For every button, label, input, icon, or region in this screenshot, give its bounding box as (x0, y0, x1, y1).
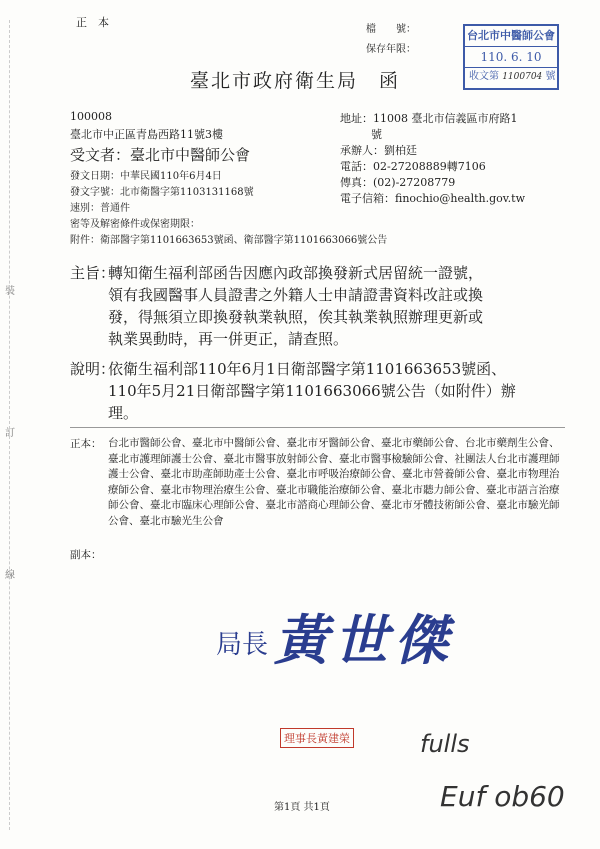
subject-label: 主旨： (70, 264, 116, 282)
doc-number-value: 北市衛醫字第1103131168號 (120, 187, 254, 198)
binding-mark: 線 (5, 570, 15, 581)
sender-phone (340, 158, 486, 174)
recipient-address: 臺北市中正區青島西路11號3樓 (70, 128, 223, 141)
sender-fax-label: 傳真： (340, 176, 373, 189)
subject-line: 領有我國醫事人員證書之外籍人士申請證書資料改註或換 (108, 286, 484, 304)
sender-email (340, 190, 525, 206)
doc-number-label: 發文字號： (70, 187, 120, 198)
issue-date-label: 發文日期： (70, 171, 120, 182)
document-title: 臺北市政府衛生局 函 (190, 70, 401, 92)
recipient-label: 受文者： (70, 146, 131, 164)
receipt-stamp-no-suffix: 號 (545, 71, 556, 82)
explanation-line: 110年5月21日衛部醫字第1101663066號公告（如附件）辦 (108, 382, 516, 400)
recipient (70, 144, 250, 165)
explanation-line: 理。 (108, 404, 139, 422)
sender-fax (340, 174, 455, 190)
sender-contact (340, 142, 417, 158)
receipt-stamp-handwritten-no: 1100704 (502, 72, 543, 82)
subject-line: 執業異動時，再一併更正，請查照。 (108, 330, 349, 348)
sender-phone-value: 02-27208889轉7106 (373, 160, 486, 173)
recipient-postcode: 100008 (70, 110, 112, 123)
divider (70, 427, 565, 428)
binding-line (9, 20, 10, 830)
sender-contact-name: 劉柏廷 (384, 144, 417, 157)
secret-label: 密等及解密條件或保密期限： (70, 219, 200, 230)
sender-address-line1: 11008 臺北市信義區市府路1 (373, 112, 518, 125)
receipt-stamp-date: 110. 6. 10 (465, 47, 557, 68)
sender-address (340, 110, 518, 126)
retention-label: 保存年限： (366, 44, 416, 55)
sender-contact-label: 承辦人： (340, 144, 384, 157)
attachments-label: 附件： (70, 235, 100, 246)
distribution-main-list: 台北市醫師公會、臺北市中醫師公會、臺北市牙醫師公會、臺北市藥師公會、台北市藥劑生公會、臺北市護理師護士公會、臺北市醫事放射師公會、臺北市醫事檢驗師公會、社團法人台北市護理師護士公會、臺北市助產師助產士公會、臺北市呼吸治療師公會、臺北市營養師公會、臺北市物理治療師公會、臺北市物理治療生公會、臺北市職能治療師公會、臺北市聽力師公會、臺北市語言治療師公會、臺北市臨床心理師公會、臺北市諮商心理師公會、臺北市牙體技術師公會、臺北市驗光師公會、臺北市驗光生公會 (108, 437, 560, 527)
handwritten-initials: fulls (420, 730, 470, 758)
attachments-value: 衛部醫字第1101663653號函、衛部醫字第1101663066號公告 (100, 235, 388, 246)
explanation-body (108, 358, 516, 424)
speed (70, 199, 130, 214)
explanation-label: 說明： (70, 360, 116, 378)
sender-address-line2: 號 (371, 128, 382, 141)
speed-value: 普通件 (100, 203, 130, 214)
file-no-label: 檔 號： (366, 24, 416, 35)
copy-type: 正 本 (76, 16, 109, 29)
chairman-seal: 理事長黃建榮 (280, 728, 354, 748)
distribution-cc-label: 副本： (70, 549, 102, 561)
attachments (70, 231, 387, 246)
receipt-stamp-no-label: 收文第 (469, 71, 499, 82)
page-number: 第1頁 共1頁 (274, 802, 330, 813)
subject-body (108, 262, 483, 350)
receipt-stamp-no (465, 68, 557, 86)
sender-address-label: 地址： (340, 112, 373, 125)
receipt-stamp (463, 24, 559, 90)
sender-email-label: 電子信箱： (340, 192, 395, 205)
subject-line: 發，得無須立即換發執業執照，俟其執業執照辦理更新或 (108, 308, 484, 326)
issue-date-value: 中華民國110年6月4日 (120, 171, 222, 182)
handwritten-signature: Euf ob60 (440, 780, 565, 813)
speed-label: 速別： (70, 203, 100, 214)
distribution-main-label: 正本： (70, 438, 102, 450)
director-title: 局長 (216, 630, 269, 660)
doc-number (70, 183, 254, 198)
secret-level (70, 215, 200, 230)
issue-date (70, 167, 222, 182)
binding-mark: 訂 (5, 428, 15, 439)
sender-email-value: finochio@health.gov.tw (395, 192, 526, 205)
recipient-value: 臺北市中醫師公會 (130, 146, 251, 164)
receipt-stamp-org: 台北市中醫師公會 (465, 26, 557, 47)
subject-line: 轉知衛生福利部函告因應內政部換發新式居留統一證號， (108, 264, 484, 282)
sender-phone-label: 電話： (340, 160, 373, 173)
explanation-line: 依衛生福利部110年6月1日衛部醫字第1101663653號函、 (108, 360, 507, 378)
sender-fax-value: (02)-27208779 (373, 176, 456, 189)
director-name: 黃世傑 (274, 609, 454, 672)
binding-mark: 裝 (5, 286, 15, 297)
